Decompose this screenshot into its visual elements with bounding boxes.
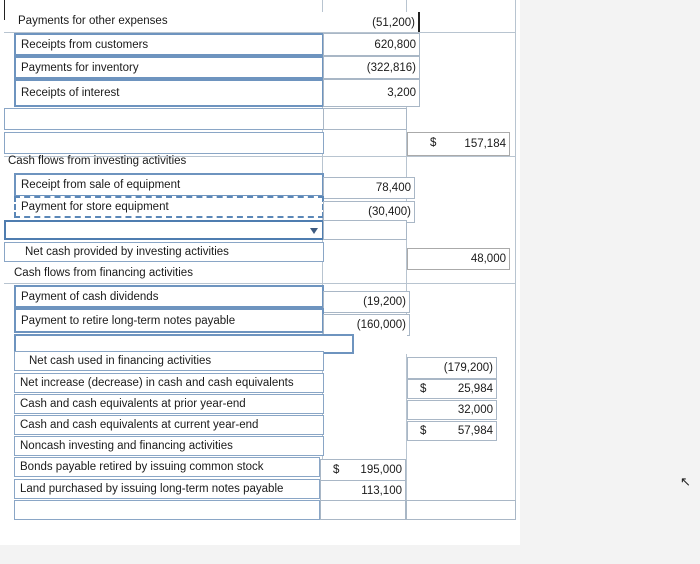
section-heading: Cash flows from financing activities xyxy=(14,267,193,279)
section-heading: Noncash investing and financing activities xyxy=(14,436,324,456)
total-input[interactable] xyxy=(406,500,516,520)
amount-input[interactable]: 78,400 xyxy=(323,177,415,199)
total-input[interactable] xyxy=(407,421,497,441)
dollar-sign: $ xyxy=(420,383,427,395)
amount-input[interactable] xyxy=(320,500,406,520)
amount-input[interactable]: (322,816) xyxy=(323,56,420,79)
amount-input[interactable] xyxy=(320,459,406,481)
amount-input[interactable]: (51,200) xyxy=(322,12,420,34)
line-item-select[interactable]: Payments for inventory xyxy=(14,56,324,79)
amount-input[interactable]: 113,100 xyxy=(320,480,406,502)
chevron-down-icon[interactable] xyxy=(310,228,318,234)
total-value: 25,984 xyxy=(457,383,493,395)
amount-value: 195,000 xyxy=(360,464,402,476)
column-divider xyxy=(515,0,516,520)
line-item-select[interactable]: Net cash provided by investing activities xyxy=(4,242,324,262)
line-item-select[interactable]: Land purchased by issuing long-term notes payable xyxy=(14,479,320,499)
line-item-select[interactable]: Receipts of interest xyxy=(14,79,324,107)
line-item-select[interactable]: Receipts from customers xyxy=(14,33,324,56)
amount-input[interactable] xyxy=(323,220,407,240)
total-input[interactable]: (179,200) xyxy=(407,357,497,379)
line-item-select[interactable] xyxy=(4,220,324,240)
total-input[interactable] xyxy=(407,132,510,156)
dollar-sign: $ xyxy=(420,425,427,437)
line-item-select[interactable] xyxy=(4,108,324,130)
row-divider xyxy=(4,283,516,284)
amount-input[interactable]: (160,000) xyxy=(323,314,410,336)
total-input[interactable]: 32,000 xyxy=(407,400,497,420)
total-value: 57,984 xyxy=(457,425,493,437)
amount-input[interactable]: 3,200 xyxy=(323,79,420,107)
line-item-select[interactable]: Bonds payable retired by issuing common stock xyxy=(14,457,320,477)
dollar-sign: $ xyxy=(333,464,340,476)
mouse-pointer-icon: ↖ xyxy=(680,474,691,489)
column-divider xyxy=(4,0,5,20)
line-item-select[interactable]: Payment of cash dividends xyxy=(14,285,324,308)
total-value: 157,184 xyxy=(464,138,506,150)
amount-input[interactable]: 620,800 xyxy=(323,33,420,56)
section-heading: Cash flows from investing activities xyxy=(8,155,187,167)
line-item-select[interactable]: Cash and cash equivalents at current year-end xyxy=(14,415,324,435)
row-label: Payments for other expenses xyxy=(18,15,168,27)
line-item-select[interactable]: Net increase (decrease) in cash and cash equivalents xyxy=(14,373,324,393)
amount-input[interactable]: (30,400) xyxy=(323,201,415,223)
amount-input[interactable] xyxy=(323,108,407,130)
total-input[interactable]: 48,000 xyxy=(407,248,510,270)
line-item-select[interactable]: Net cash used in financing activities xyxy=(14,351,324,371)
amount-input[interactable]: (19,200) xyxy=(323,291,410,313)
line-item-select[interactable]: Payment to retire long-term notes payable xyxy=(14,308,324,333)
amount-input[interactable] xyxy=(354,334,407,354)
total-input[interactable] xyxy=(407,379,497,399)
line-item-select[interactable]: Cash and cash equivalents at prior year-end xyxy=(14,394,324,414)
line-item-select[interactable]: Receipt from sale of equipment xyxy=(14,173,324,197)
line-item-select[interactable]: Payment for store equipment xyxy=(14,196,324,218)
line-item-select[interactable] xyxy=(14,500,320,520)
dollar-sign: $ xyxy=(430,137,437,149)
